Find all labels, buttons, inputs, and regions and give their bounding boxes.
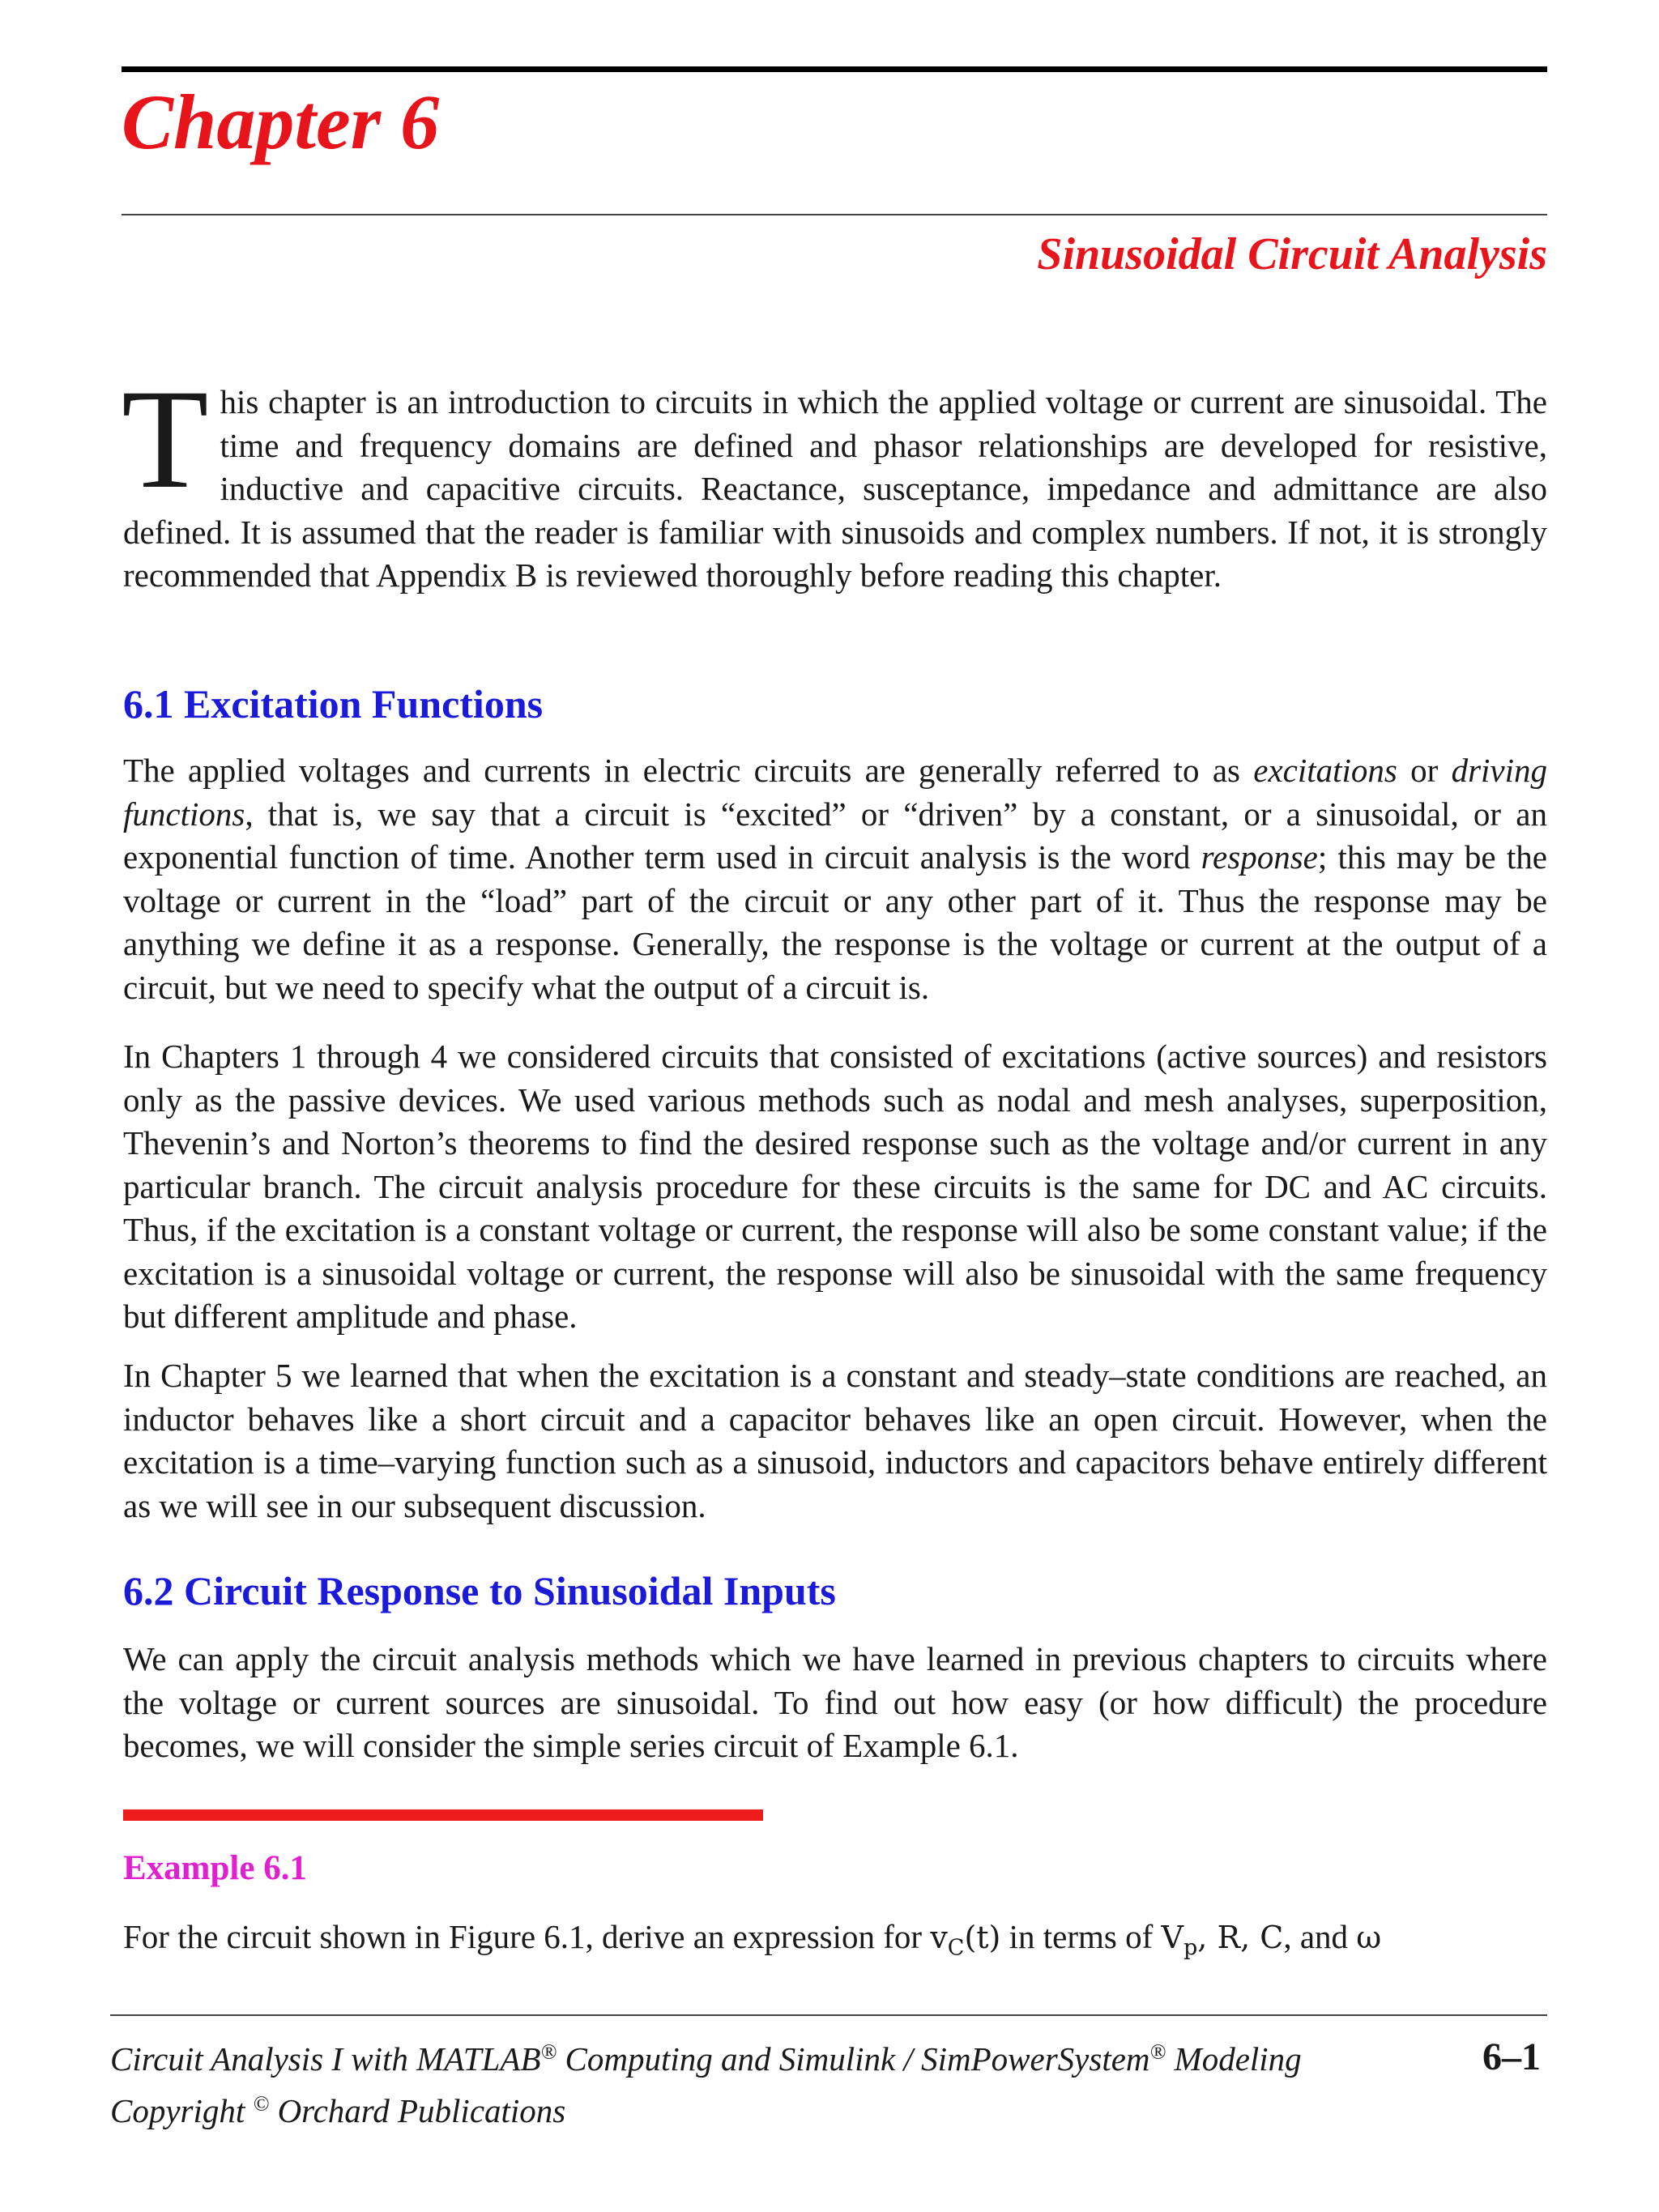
math-omega: ω — [1356, 1920, 1382, 1955]
math-subscript: p — [1183, 1935, 1198, 1961]
example-divider-bar — [123, 1809, 763, 1821]
section-6-1-paragraph-1 — [123, 749, 1547, 1009]
math-vc — [930, 1920, 1001, 1961]
section-6-1-paragraph-2: In Chapters 1 through 4 we considered circuits that consisted of excitations (active sources) and resistors only as the passive devices. We used various methods such as nodal and mesh analyses, superposition, Thevenin’s and Norton’s theorems to find the desired response such as the voltage and/or current in any particular branch. The circuit analysis procedure for these circuits is the same for DC and AC circuits. Thus, if the excitation is a constant voltage or current, the response will also be some constant value; if the excitation is a sinusoidal voltage or current, the response will also be sinusoidal with the same frequency but different amplitude and phase. — [123, 1038, 1547, 1335]
copyright-symbol: © — [253, 2091, 270, 2116]
chapter-title: Chapter 6 — [122, 79, 440, 165]
text-run: Copyright — [110, 2092, 254, 2129]
math-c: C — [1260, 1920, 1284, 1955]
section-heading-6-1: 6.1 Excitation Functions — [123, 681, 544, 727]
section-6-2-paragraph-1: We can apply the circuit analysis methods which we have learned in previous chapters to circuits where the voltage or current sources are sinusoidal. To find out how easy (or how difficult) the procedure becomes, we will consider the simple series circuit of Example 6.1. — [123, 1640, 1547, 1764]
text-run: ; this may be the voltage or current in the “load” part of the circuit or any other part of it. Thus the response may be anything we define it as a response. Generally, the response is the voltage or current at the output of a circuit, but we need to specify what the output of a circuit is. — [123, 838, 1547, 1006]
text-run: The applied voltages and currents in electric circuits are generally referred to as — [123, 752, 1254, 789]
math-separator: , — [1197, 1920, 1218, 1955]
registered-mark: ® — [540, 2039, 557, 2064]
footer-book-title — [110, 2039, 1302, 2078]
math-subscript: C — [947, 1935, 965, 1961]
example-label: Example 6.1 — [123, 1849, 307, 1887]
footer-rule — [110, 2014, 1547, 2016]
chapter-subtitle: Sinusoidal Circuit Analysis — [1037, 229, 1547, 279]
top-rule — [122, 66, 1547, 72]
page-number: 6–1 — [1482, 2035, 1541, 2078]
text-run: Modeling — [1166, 2040, 1302, 2078]
registered-mark: ® — [1149, 2039, 1166, 2064]
section-heading-6-2: 6.2 Circuit Response to Sinusoidal Inputs — [123, 1568, 836, 1613]
math-r: R — [1217, 1920, 1241, 1955]
intro-text: his chapter is an introduction to circuits in which the applied voltage or current are sinusoidal. The time and frequency domains are defined and phasor relationships are developed for resistive, inductive and capacitive circuits. Reactance, susceptance, impedance and admittance are also defined. It is assumed that the reader is familiar with sinusoids and complex numbers. If not, it is strongly recommended that Appendix B is reviewed thoroughly before reading this chapter. — [123, 383, 1547, 594]
text-run: Computing and Simulink / SimPowerSystem — [557, 2040, 1150, 2078]
math-vp — [1161, 1920, 1198, 1961]
header-rule — [122, 214, 1547, 215]
emphasis-response: response — [1201, 838, 1318, 876]
text-run: Orchard Publications — [269, 2092, 566, 2129]
text-run: Circuit Analysis I with MATLAB — [110, 2040, 541, 2078]
section-6-1-paragraph-3: In Chapter 5 we learned that when the excitation is a constant and steady–state conditions are reached, an inductor behaves like a short circuit and a capacitor behaves like an open circuit. However, when the excitation is a time–varying function such as a sinusoid, inductors and capacitors behave entirely different as we will see in our subsequent discussion. — [123, 1357, 1547, 1524]
math-symbol: v — [930, 1920, 948, 1955]
math-symbol: V — [1161, 1920, 1183, 1955]
example-statement — [123, 1916, 1547, 1970]
drop-cap: T — [122, 360, 209, 518]
intro-paragraph — [122, 360, 1547, 598]
text-run: For the circuit shown in Figure 6.1, derive an expression for — [123, 1918, 931, 1955]
emphasis-excitations: excitations — [1253, 752, 1397, 789]
footer-copyright — [110, 2091, 565, 2130]
text-run: or — [1397, 752, 1452, 789]
math-separator: , — [1240, 1920, 1260, 1955]
math-argument: (t) — [964, 1920, 1001, 1955]
text-run: , and — [1283, 1918, 1357, 1955]
text-run: , that is, we say that a circuit is “excited” or “driven” by a constant, or a sinusoidal, or an exponential function of time. Another term used in circuit analysis is the word — [123, 795, 1547, 876]
text-run: in terms of — [1000, 1918, 1162, 1955]
emphasis-driving-functions: driving functions — [123, 752, 1547, 833]
